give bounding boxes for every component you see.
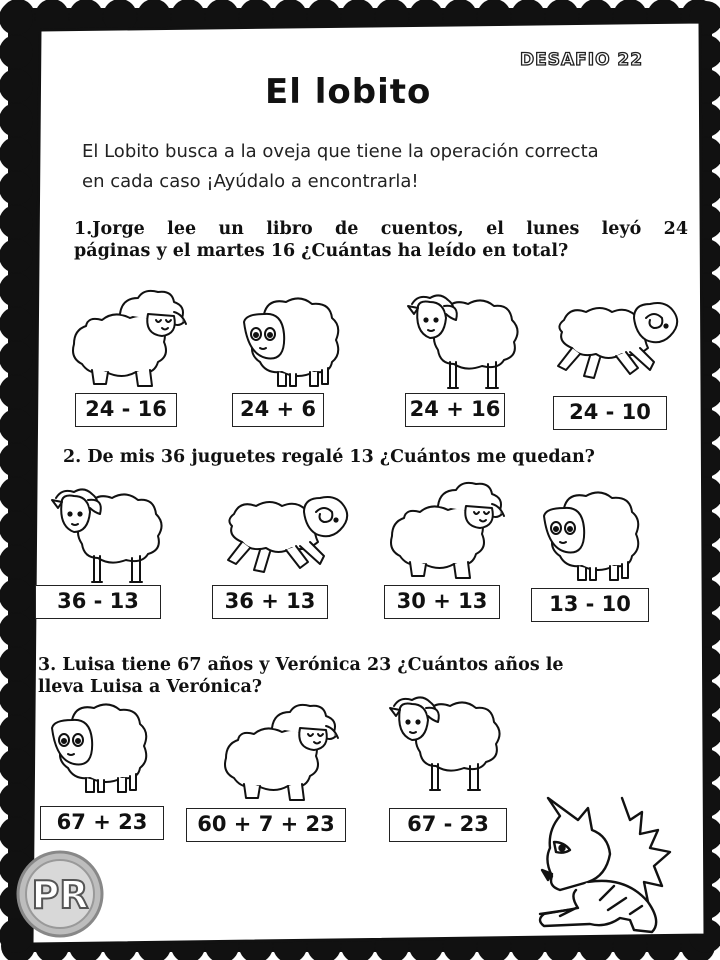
answer-option[interactable]: 24 + 16 bbox=[405, 393, 505, 427]
sheep-icon bbox=[550, 296, 682, 388]
sheep-icon bbox=[218, 698, 342, 804]
answer-option[interactable]: 67 + 23 bbox=[40, 806, 164, 840]
problem-3-line-2: lleva Luisa a Verónica? bbox=[38, 677, 263, 697]
answer-option[interactable]: 24 - 16 bbox=[75, 393, 177, 427]
answer-option[interactable]: 36 - 13 bbox=[35, 585, 161, 619]
problem-1-line-1: 1.Jorge lee un libro de cuentos, el lunes leyó 24 bbox=[74, 219, 688, 239]
intro-line-2: en cada caso ¡Ayúdalo a encontrarla! bbox=[82, 171, 419, 192]
sheep-icon bbox=[538, 486, 642, 582]
answer-option[interactable]: 24 + 6 bbox=[232, 393, 324, 427]
answer-option[interactable]: 67 - 23 bbox=[389, 808, 507, 842]
sheep-icon bbox=[384, 476, 508, 582]
sheep-icon bbox=[220, 490, 352, 582]
answer-option[interactable]: 13 - 10 bbox=[531, 588, 649, 622]
problem-2-text: 2. De mis 36 juguetes regalé 13 ¿Cuántos me quedan? bbox=[63, 447, 595, 467]
logo-icon bbox=[12, 846, 112, 942]
problem-3-line-1: 3. Luisa tiene 67 años y Verónica 23 ¿Cuántos años le bbox=[38, 655, 564, 675]
sheep-icon bbox=[46, 698, 150, 794]
answer-option[interactable]: 60 + 7 + 23 bbox=[186, 808, 346, 842]
answer-option[interactable]: 24 - 10 bbox=[553, 396, 667, 430]
sheep-icon bbox=[404, 284, 524, 392]
problem-1-line-2: páginas y el martes 16 ¿Cuántas ha leído en total? bbox=[74, 241, 569, 261]
sheep-icon bbox=[48, 478, 168, 586]
page-title: El lobito bbox=[265, 72, 432, 112]
sheep-icon bbox=[386, 686, 506, 794]
intro-line-1: El Lobito busca a la oveja que tiene la operación correcta bbox=[82, 141, 599, 162]
answer-option[interactable]: 36 + 13 bbox=[212, 585, 328, 619]
challenge-badge: DESAFIO 22 bbox=[520, 50, 644, 70]
wolf-icon bbox=[530, 790, 690, 938]
answer-option[interactable]: 30 + 13 bbox=[384, 585, 500, 619]
sheep-icon bbox=[66, 284, 190, 390]
sheep-icon bbox=[238, 292, 342, 388]
svg-text:PR: PR bbox=[31, 873, 89, 917]
